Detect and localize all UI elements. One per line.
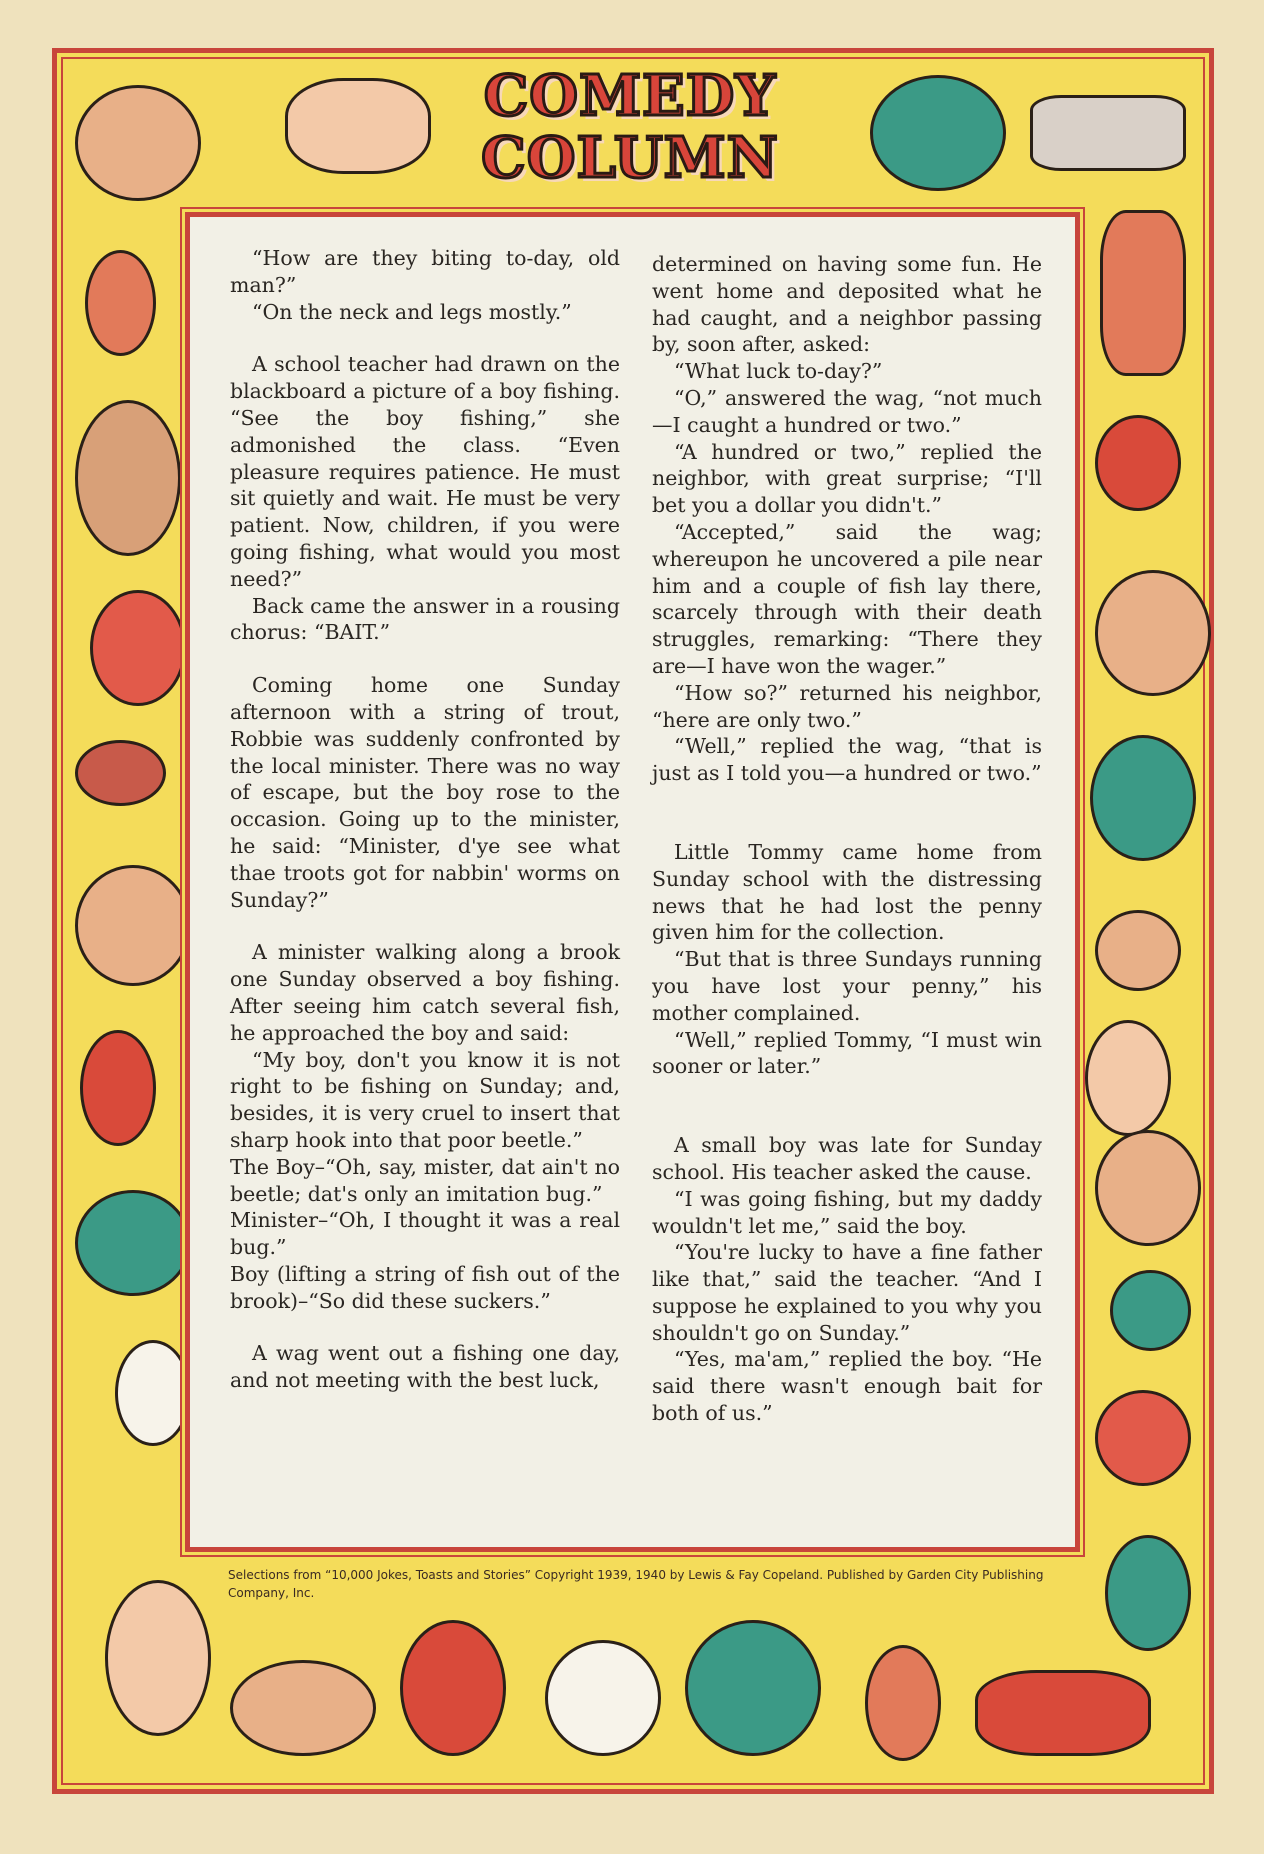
joke-paragraph: “What luck to-day?” xyxy=(674,359,883,384)
kids-dancing-drawing xyxy=(285,78,431,174)
baby-drawing xyxy=(1095,1390,1191,1486)
boy-head-drawing xyxy=(1095,910,1181,991)
pup-drawing xyxy=(75,740,166,806)
joke-paragraph: A wag went out a fishing one day, and not meeting with the best luck, xyxy=(230,1341,620,1393)
joke-paragraph: “Well,” replied the wag, “that is just as I told you—a hundred or two.” xyxy=(652,734,1042,786)
car-drawing xyxy=(975,1670,1151,1756)
copyright-credit: Selections from “10,000 Jokes, Toasts and Stories” Copyright 1939, 1940 by Lewis & Fay Copeland. Published by Garden City Publishing Company, Inc. xyxy=(228,1568,1044,1600)
joke-paragraph: “You're lucky to have a fine father like that,” said the teacher. “And I suppose he explained to you why you shouldn't go on Sunday.” xyxy=(652,1240,1042,1345)
paragraph-gap xyxy=(652,1080,1042,1132)
joke-paragraph: “O,” answered the wag, “not much—I caught a hundred or two.” xyxy=(652,385,1042,437)
joke-paragraph: The Boy–“Oh, say, mister, dat ain't no beetle; dat's only an imitation bug.” xyxy=(230,1154,620,1206)
joke-paragraph: “On the neck and legs mostly.” xyxy=(252,299,572,324)
joke-paragraph: determined on having some fun. He went home and deposited what he had caught, and a neighbor passing by, soon after, asked: xyxy=(652,252,1042,357)
paragraph-gap xyxy=(230,646,620,672)
joke-paragraph: Coming home one Sunday afternoon with a string of trout, Robbie was suddenly confronted by the local minister. There was no way of escape, but the boy rose to the occasion. Going up to the minister, he said: “Minister, d'ye see what thae troots got for nabbin' worms on Sunday?” xyxy=(230,673,620,912)
paragraph-gap xyxy=(230,1314,620,1340)
two-men-drawing xyxy=(230,1660,376,1756)
comedy-column-title xyxy=(440,65,820,189)
left-text-column xyxy=(230,245,620,1394)
joke-paragraph: Minister–“Oh, I thought it was a real bug.” xyxy=(230,1208,620,1260)
little-girl-drawing xyxy=(865,1645,941,1761)
joke-paragraph: A minister walking along a brook one Sunday observed a boy fishing. After seeing him catch several fish, he approached the boy and said: xyxy=(230,940,620,1045)
pinocchio-drawing xyxy=(85,250,156,356)
dwarf-drawing xyxy=(685,1620,821,1756)
couple-kissing-drawing xyxy=(75,85,201,201)
joke-paragraph: “Well,” replied Tommy, “I must win sooner or later.” xyxy=(652,1027,1042,1079)
kid-with-sign-drawing xyxy=(1030,95,1186,171)
woman-reading-drawing xyxy=(1100,210,1186,376)
small-kid-drawing xyxy=(80,1030,156,1146)
paragraph-gap xyxy=(230,913,620,939)
joke-paragraph: A school teacher had drawn on the blackboard a picture of a boy fishing. “See the boy fishing,” she admonished the class. “Even pleasure requires patience. He must sit quietly and wait. He must be very patient. Now, children, if you were going fishing, what would you most need?” xyxy=(230,352,620,591)
group-kids-drawing xyxy=(75,1190,191,1296)
joke-paragraph: “Yes, ma'am,” replied the boy. “He said there wasn't enough bait for both of us.” xyxy=(652,1347,1042,1426)
clown-kid-drawing xyxy=(90,590,186,706)
joke-paragraph: “I was going fishing, but my daddy wouldn't let me,” said the boy. xyxy=(652,1186,1042,1238)
joke-paragraph: A small boy was late for Sunday school. His teacher asked the cause. xyxy=(652,1133,1042,1184)
joke-paragraph: Boy (lifting a string of fish out of the brook)–“So did these suckers.” xyxy=(230,1261,620,1313)
girl-sitting-drawing xyxy=(1090,735,1196,861)
seated-man-drawing xyxy=(400,1620,506,1756)
joke-paragraph: “How so?” returned his neighbor, “here are only two.” xyxy=(652,680,1042,732)
bathing-girl-drawing xyxy=(105,1580,211,1736)
old-lady-drawing xyxy=(1095,1130,1201,1246)
joke-paragraph: “My boy, don't you know it is not right to be fishing on Sunday; and, besides, it is very cruel to insert that sharp hook into that poor beetle.” xyxy=(230,1047,620,1152)
joke-paragraph: “A hundred or two,” replied the neighbor, with great surprise; “I'll bet you a dollar you didn't.” xyxy=(652,439,1042,518)
text-panel xyxy=(185,212,1080,1552)
joke-paragraph: Little Tommy came home from Sunday school with the distressing news that he had lost the penny given him for the collection. xyxy=(652,839,1042,945)
sled-kid-drawing xyxy=(1095,415,1181,511)
title-line-2: COLUMN xyxy=(481,125,779,191)
soldier-face-drawing xyxy=(75,400,181,556)
paragraph-gap xyxy=(230,325,620,351)
grumpy-man-drawing xyxy=(870,75,1006,191)
title-line-1: COMEDY xyxy=(483,63,777,129)
gnome-drawing xyxy=(545,1640,661,1756)
ghost-kid-drawing xyxy=(115,1340,191,1446)
old-man-pipe-drawing xyxy=(1095,570,1211,696)
frog-drawing xyxy=(1110,1270,1191,1351)
joke-paragraph: “How are they biting to-day, old man?” xyxy=(230,246,620,297)
sailor-drawing xyxy=(1085,1020,1171,1136)
glasses-kid-drawing xyxy=(1105,1535,1191,1651)
joke-paragraph: “But that is three Sundays running you have lost your penny,” his mother complained. xyxy=(652,947,1042,1025)
paragraph-gap xyxy=(652,787,1042,839)
fat-man-drawing xyxy=(75,865,191,986)
joke-paragraph: “Accepted,” said the wag; whereupon he uncovered a pile near him and a couple of fish lay there, scarcely through with their death struggles, remarking: “There they are—I have won the wager.” xyxy=(652,519,1042,678)
right-text-column xyxy=(652,251,1042,1427)
joke-paragraph: Back came the answer in a rousing chorus: “BAIT.” xyxy=(230,593,620,645)
